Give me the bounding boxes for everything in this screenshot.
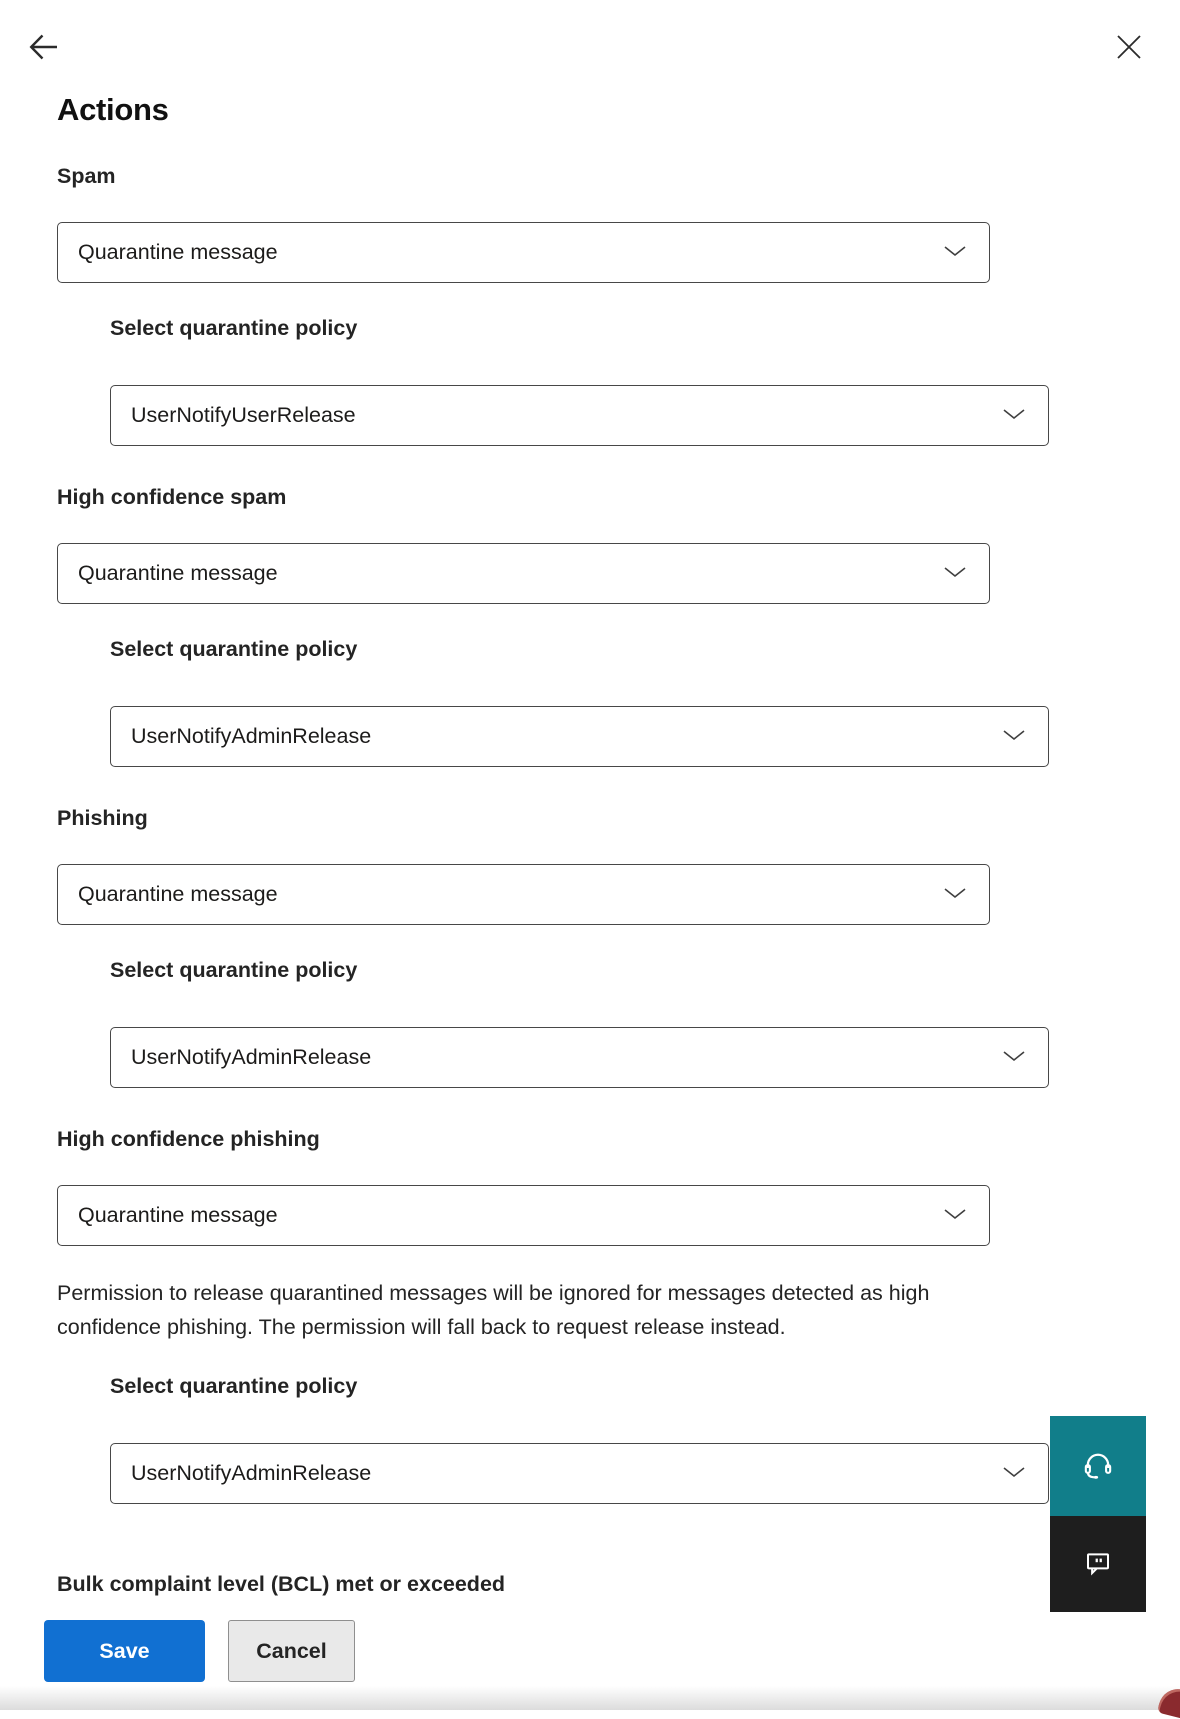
dropdown-value: UserNotifyAdminRelease xyxy=(131,1461,372,1485)
section-label-bulk-complaint-level: Bulk complaint level (BCL) met or exceeded xyxy=(57,1572,506,1596)
dropdown-value: UserNotifyUserRelease xyxy=(131,403,356,427)
save-button[interactable]: Save xyxy=(44,1620,205,1682)
headset-icon xyxy=(1080,1447,1116,1486)
dropdown-value: Quarantine message xyxy=(78,240,278,264)
dropdown-phishing-action[interactable] xyxy=(57,864,990,925)
close-icon xyxy=(1114,50,1144,65)
bottom-edge-shadow xyxy=(0,1686,1180,1710)
dropdown-value: Quarantine message xyxy=(78,1203,278,1227)
dropdown-spam-quarantine-policy[interactable] xyxy=(110,385,1049,446)
chevron-down-icon xyxy=(1002,728,1028,746)
field-label-high-confidence-phishing: High confidence phishing xyxy=(57,1127,320,1151)
page-title: Actions xyxy=(57,92,169,127)
chevron-down-icon xyxy=(943,565,969,583)
close-button[interactable] xyxy=(1114,32,1144,62)
dropdown-value: UserNotifyAdminRelease xyxy=(131,1045,372,1069)
field-label-hcp-policy: Select quarantine policy xyxy=(110,1374,358,1398)
hcp-permission-note: Permission to release quarantined messages will be ignored for messages detected as high confidence phishing. The permission will fall back to request release instead. xyxy=(57,1281,930,1339)
dropdown-high-confidence-phishing-action[interactable] xyxy=(57,1185,990,1246)
dropdown-high-confidence-spam-policy[interactable] xyxy=(110,706,1049,767)
dropdown-value: UserNotifyAdminRelease xyxy=(131,724,372,748)
field-label-hcs-policy: Select quarantine policy xyxy=(110,637,358,661)
back-button[interactable] xyxy=(26,30,62,64)
chevron-down-icon xyxy=(943,886,969,904)
chevron-down-icon xyxy=(1002,407,1028,425)
chevron-down-icon xyxy=(1002,1465,1028,1483)
dropdown-value: Quarantine message xyxy=(78,561,278,585)
corner-artifact xyxy=(1157,1685,1180,1719)
feedback-speech-bubble-icon xyxy=(1082,1547,1114,1582)
feedback-button[interactable] xyxy=(1050,1516,1146,1612)
dropdown-high-confidence-spam-action[interactable] xyxy=(57,543,990,604)
field-label-spam-policy: Select quarantine policy xyxy=(110,316,358,340)
chevron-down-icon xyxy=(943,244,969,262)
chevron-down-icon xyxy=(943,1207,969,1225)
field-label-phishing: Phishing xyxy=(57,806,148,830)
field-label-high-confidence-spam: High confidence spam xyxy=(57,485,287,509)
arrow-left-icon xyxy=(26,52,62,67)
dropdown-high-confidence-phishing-policy[interactable] xyxy=(110,1443,1049,1504)
field-label-spam: Spam xyxy=(57,164,116,188)
support-button[interactable] xyxy=(1050,1416,1146,1516)
dropdown-value: Quarantine message xyxy=(78,882,278,906)
cancel-button[interactable]: Cancel xyxy=(228,1620,355,1682)
chevron-down-icon xyxy=(1002,1049,1028,1067)
field-label-phishing-policy: Select quarantine policy xyxy=(110,958,358,982)
dropdown-spam-action[interactable] xyxy=(57,222,990,283)
dropdown-phishing-quarantine-policy[interactable] xyxy=(110,1027,1049,1088)
